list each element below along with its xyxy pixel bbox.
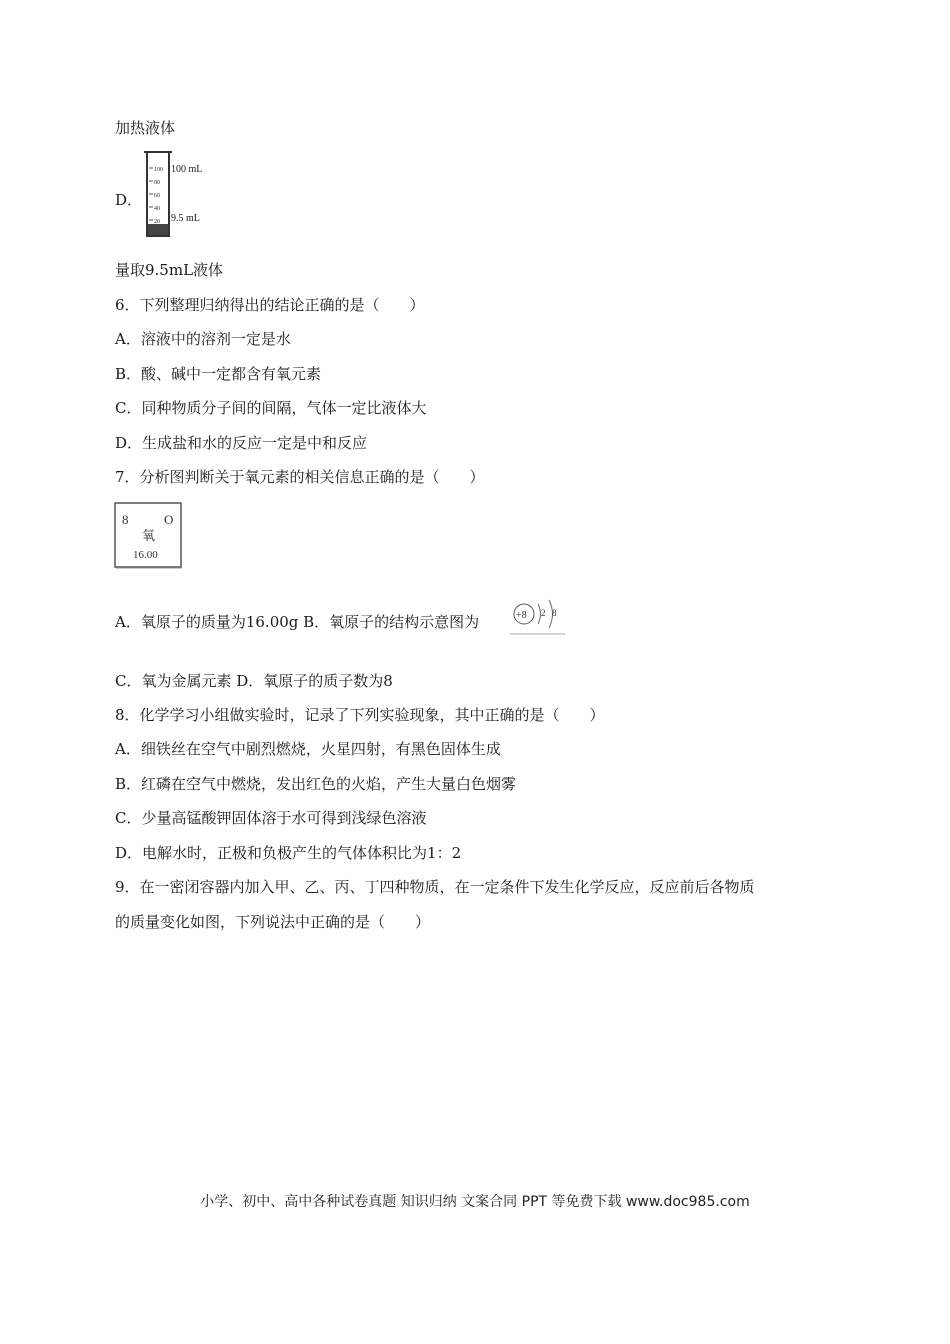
cylinder-top-label: 100 mL xyxy=(171,164,203,175)
cylinder-scale-40: 40 xyxy=(154,206,160,212)
q5-option-c-caption: 加热液体 xyxy=(115,119,176,137)
page-footer: 小学、初中、高中各种试卷真题 知识归纳 文案合同 PPT 等免费下载 www.doc985.com xyxy=(200,1194,750,1210)
q6-option-d: D．生成盐和水的反应一定是中和反应 xyxy=(115,434,368,452)
q8-option-d: D．电解水时，正极和负极产生的气体体积比为1：2 xyxy=(115,844,462,862)
q9-stem-line-1: 9．在一密闭容器内加入甲、乙、丙、丁四种物质，在一定条件下发生化学反应，反应前后各物质 xyxy=(115,878,755,896)
element-symbol: O xyxy=(164,512,174,527)
q8-option-a: A．细铁丝在空气中剧烈燃烧，火星四射，有黑色固体生成 xyxy=(115,740,501,758)
atom-shell-1-electrons: 2 xyxy=(541,608,546,618)
q6-option-b: B．酸、碱中一定都含有氧元素 xyxy=(115,365,322,383)
element-atomic-number: 8 xyxy=(122,512,129,527)
q6-option-a: A．溶液中的溶剂一定是水 xyxy=(115,330,291,348)
q6-stem: 6．下列整理归纳得出的结论正确的是（ ） xyxy=(115,296,425,314)
graduated-cylinder-figure xyxy=(140,148,220,240)
q6-option-c: C．同种物质分子间的间隔，气体一定比液体大 xyxy=(115,399,427,417)
cylinder-scale-80: 80 xyxy=(154,180,160,186)
q9-stem-line-2: 的质量变化如图，下列说法中正确的是（ ） xyxy=(115,913,431,931)
q5-option-d-label: D． xyxy=(115,191,143,209)
q8-option-c: C．少量高锰酸钾固体溶于水可得到浅绿色溶液 xyxy=(115,809,427,827)
atom-shell-2-electrons: 8 xyxy=(552,608,557,618)
element-name: 氧 xyxy=(142,528,156,543)
q8-option-b: B．红磷在空气中燃烧，发出红色的火焰，产生大量白色烟雾 xyxy=(115,775,517,793)
cylinder-liquid xyxy=(148,224,168,235)
atom-nucleus-charge: +8 xyxy=(516,610,527,621)
q7-options-ab: A．氧原子的质量为16.00g B．氧原子的结构示意图为 xyxy=(115,613,480,631)
element-atomic-mass: 16.00 xyxy=(133,549,158,561)
q7-options-cd: C．氧为金属元素 D．氧原子的质子数为8 xyxy=(115,672,393,690)
cylinder-scale-20: 20 xyxy=(154,219,160,225)
q8-stem: 8．化学学习小组做实验时，记录了下列实验现象，其中正确的是（ ） xyxy=(115,706,605,724)
oxygen-atom-structure-icon xyxy=(509,596,567,636)
cylinder-scale-60: 60 xyxy=(154,193,160,199)
cylinder-scale-100: 100 xyxy=(154,167,163,173)
cylinder-bottom-label: 9.5 mL xyxy=(171,213,200,224)
oxygen-element-card xyxy=(114,502,184,570)
q7-stem: 7．分析图判断关于氧元素的相关信息正确的是（ ） xyxy=(115,468,485,486)
q5-option-d-caption: 量取9.5mL液体 xyxy=(115,261,224,279)
